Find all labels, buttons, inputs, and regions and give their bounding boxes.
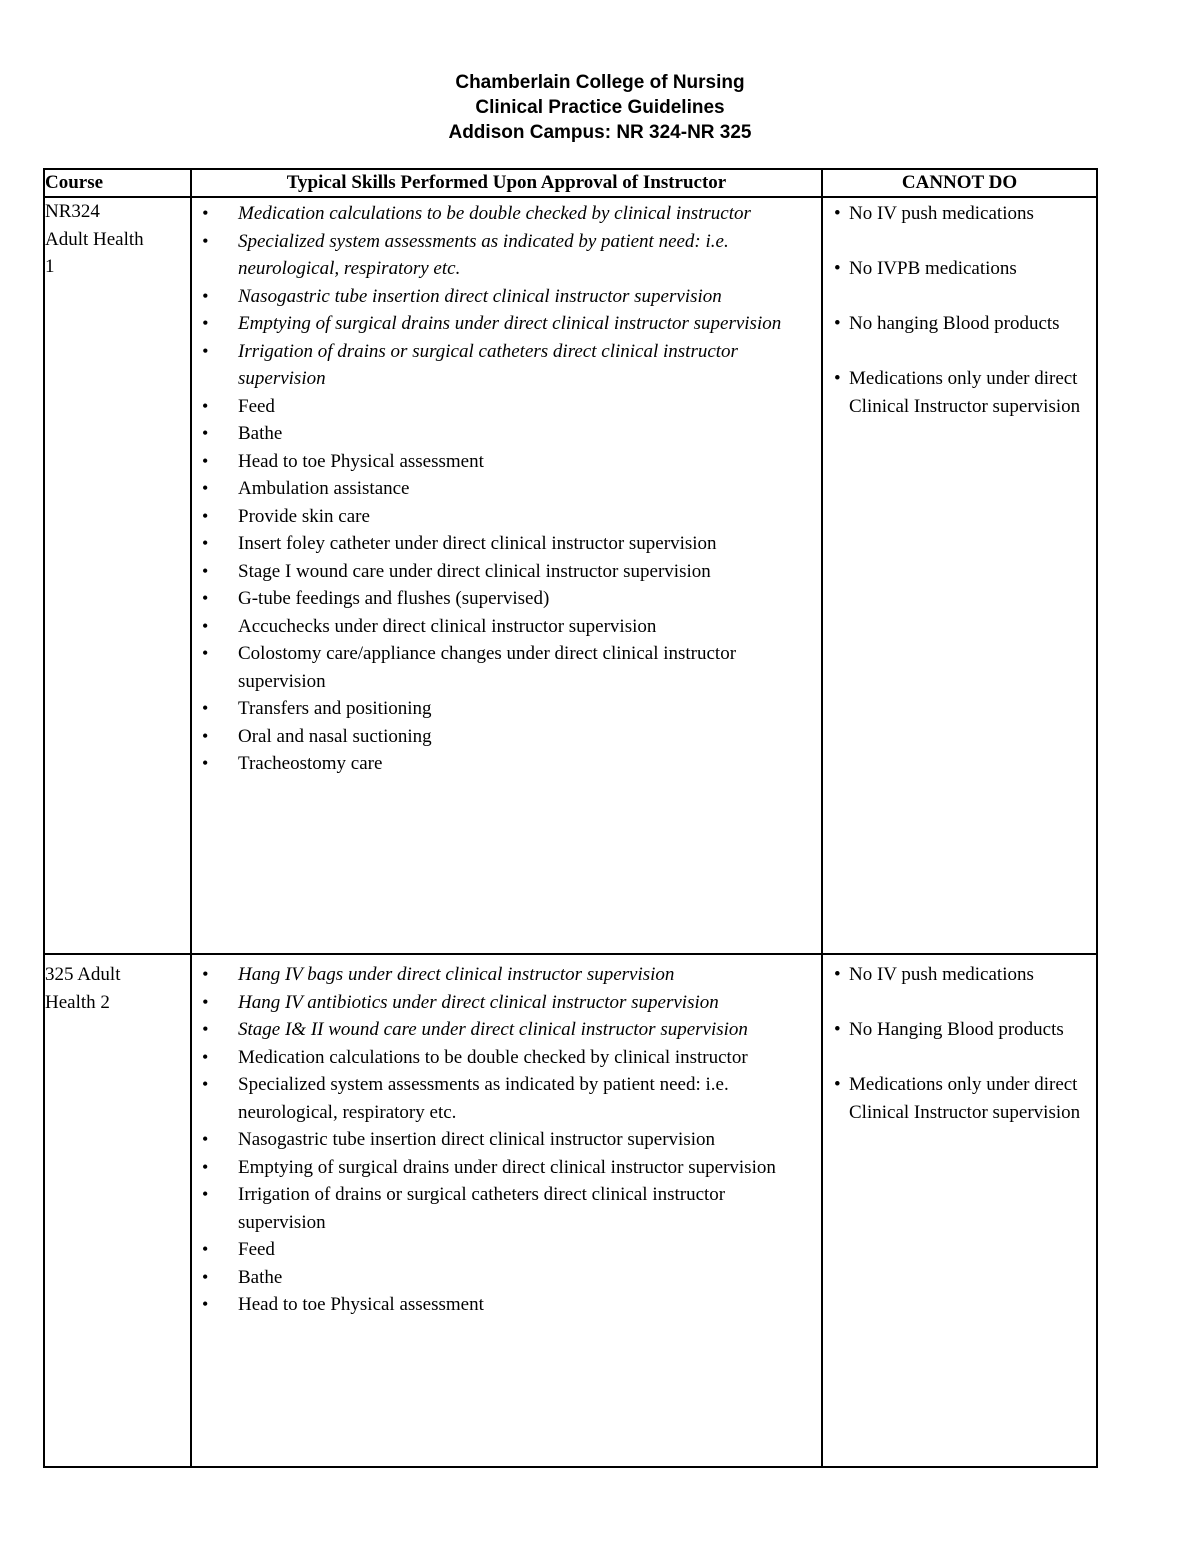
- skill-item: • Irrigation of drains or surgical catheters direct clinical instructor supervision: [238, 338, 813, 393]
- skill-item: • Hang IV antibiotics under direct clinical instructor supervision: [238, 989, 813, 1017]
- skill-item: • Emptying of surgical drains under direct clinical instructor supervision: [238, 310, 813, 338]
- skill-item: • Nasogastric tube insertion direct clinical instructor supervision: [238, 1126, 813, 1154]
- cannot-do-cell: [822, 197, 1097, 954]
- column-header-course: Course: [44, 169, 191, 197]
- skill-item: • Feed: [238, 393, 813, 421]
- column-header-skills: Typical Skills Performed Upon Approval of Instructor: [191, 169, 822, 197]
- skill-item: • Ambulation assistance: [238, 475, 813, 503]
- guidelines-table: [43, 168, 1098, 1468]
- cannot-do-item: • Medications only under direct Clinical Instructor supervision: [849, 365, 1086, 420]
- cannot-do-item: • No Hanging Blood products: [849, 1016, 1086, 1044]
- cannot-do-list: [823, 961, 1096, 1126]
- skill-item: • Tracheostomy care: [238, 750, 813, 778]
- college-name: Chamberlain College of Nursing: [455, 72, 745, 93]
- skills-list: [192, 961, 821, 1319]
- skill-item: • Stage I& II wound care under direct clinical instructor supervision: [238, 1016, 813, 1044]
- skills-list: [192, 200, 821, 778]
- skills-cell: [191, 197, 822, 954]
- cannot-do-item: • No IVPB medications: [849, 255, 1086, 283]
- campus-course-line: Addison Campus: NR 324-NR 325: [448, 122, 752, 143]
- table-header-row: [44, 169, 1097, 197]
- cannot-do-item: • No IV push medications: [849, 200, 1086, 228]
- skill-item: • Medication calculations to be double checked by clinical instructor: [238, 1044, 813, 1072]
- document-header: [0, 70, 1200, 145]
- skill-item: • Bathe: [238, 1264, 813, 1292]
- skill-item: • G-tube feedings and flushes (supervised): [238, 585, 813, 613]
- skill-item: • Emptying of surgical drains under direct clinical instructor supervision: [238, 1154, 813, 1182]
- skill-item: • Feed: [238, 1236, 813, 1264]
- column-header-cannot-do: CANNOT DO: [822, 169, 1097, 197]
- skill-item: • Colostomy care/appliance changes under direct clinical instructor supervision: [238, 640, 813, 695]
- table-row: [44, 954, 1097, 1467]
- cannot-do-item: • Medications only under direct Clinical Instructor supervision: [849, 1071, 1086, 1126]
- cannot-do-cell: [822, 954, 1097, 1467]
- skill-item: • Specialized system assessments as indicated by patient need: i.e. neurological, respiratory etc.: [238, 1071, 813, 1126]
- skill-item: • Stage I wound care under direct clinical instructor supervision: [238, 558, 813, 586]
- skill-item: • Irrigation of drains or surgical catheters direct clinical instructor supervision: [238, 1181, 813, 1236]
- document-title: Clinical Practice Guidelines: [475, 97, 725, 118]
- skill-item: • Provide skin care: [238, 503, 813, 531]
- skill-item: • Nasogastric tube insertion direct clinical instructor supervision: [238, 283, 813, 311]
- course-cell: NR324 Adult Health 1: [44, 197, 191, 954]
- cannot-do-list: [823, 200, 1096, 420]
- skill-item: • Specialized system assessments as indicated by patient need: i.e. neurological, respiratory etc.: [238, 228, 813, 283]
- skill-item: • Medication calculations to be double checked by clinical instructor: [238, 200, 813, 228]
- table-row: [44, 197, 1097, 954]
- skill-item: • Accuchecks under direct clinical instructor supervision: [238, 613, 813, 641]
- skill-item: • Head to toe Physical assessment: [238, 1291, 813, 1319]
- skills-cell: [191, 954, 822, 1467]
- cannot-do-item: • No hanging Blood products: [849, 310, 1086, 338]
- cannot-do-item: • No IV push medications: [849, 961, 1086, 989]
- course-cell: 325 Adult Health 2: [44, 954, 191, 1467]
- skill-item: • Oral and nasal suctioning: [238, 723, 813, 751]
- skill-item: • Bathe: [238, 420, 813, 448]
- skill-item: • Hang IV bags under direct clinical instructor supervision: [238, 961, 813, 989]
- skill-item: • Insert foley catheter under direct clinical instructor supervision: [238, 530, 813, 558]
- skill-item: • Transfers and positioning: [238, 695, 813, 723]
- skill-item: • Head to toe Physical assessment: [238, 448, 813, 476]
